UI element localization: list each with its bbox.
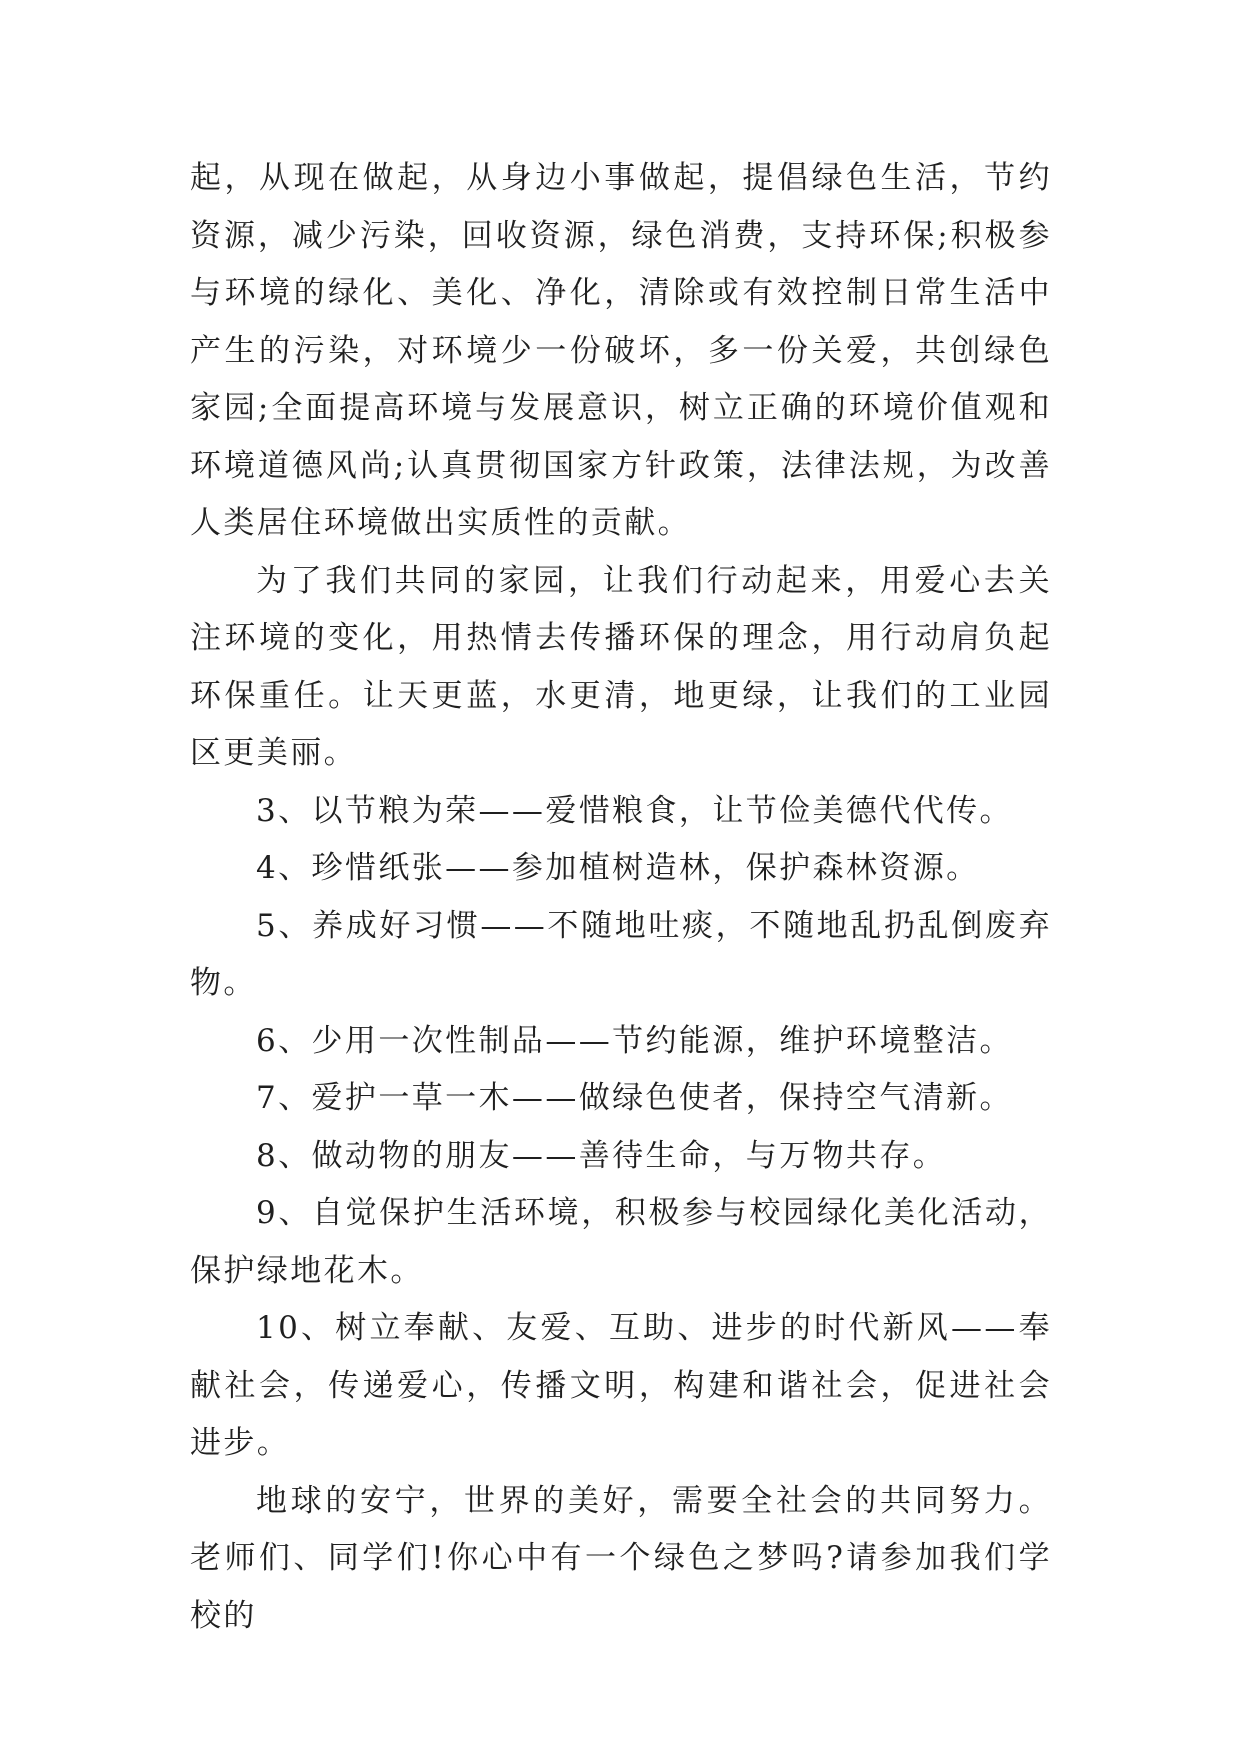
list-item-7: 7、爱护一草一木——做绿色使者，保持空气清新。 [256, 1080, 1013, 1116]
list-item-8: 8、做动物的朋友——善待生命，与万物共存。 [256, 1137, 947, 1174]
paragraph-closing: 地球的安宁，世界的美好，需要全社会的共同努力。老师们、同学们!你心中有一个绿色之梦吗?请参加我们学校的 [190, 1482, 1052, 1634]
document-body [190, 150, 1052, 1645]
list-item-10: 10、树立奉献、友爱、互助、进步的时代新风——奉献社会，传递爱心，传播文明，构建和谐社会，促进社会进步。 [190, 1310, 1052, 1461]
list-item-6: 6、少用一次性制品——节约能源，维护环境整洁。 [256, 1022, 1013, 1059]
list-item-4: 4、珍惜纸张——参加植树造林，保护森林资源。 [256, 850, 980, 886]
list-item-9: 9、自觉保护生活环境，积极参与校园绿化美化活动，保护绿地花木。 [190, 1195, 1052, 1289]
list-item-3: 3、以节粮为荣——爱惜粮食，让节俭美德代代传。 [256, 792, 1013, 829]
list-item-5: 5、养成好习惯——不随地吐痰，不随地乱扔乱倒废弃物。 [190, 907, 1052, 1001]
paragraph-call-to-action: 为了我们共同的家园，让我们行动起来，用爱心去关注环境的变化，用热情去传播环保的理念，用行动肩负起环保重任。让天更蓝，水更清，地更绿，让我们的工业园区更美丽。 [190, 562, 1052, 771]
paragraph-continuation: 起，从现在做起，从身边小事做起，提倡绿色生活，节约资源，减少污染，回收资源，绿色消费，支持环保;积极参与环境的绿化、美化、净化，清除或有效控制日常生活中产生的污染，对环境少一份破坏，多一份关爱，共创绿色家园;全面提高环境与发展意识，树立正确的环境价值观和环境道德风尚;认真贯彻国家方针政策，法律法规，为改善人类居住环境做出实质性的贡献。 [190, 160, 1052, 541]
